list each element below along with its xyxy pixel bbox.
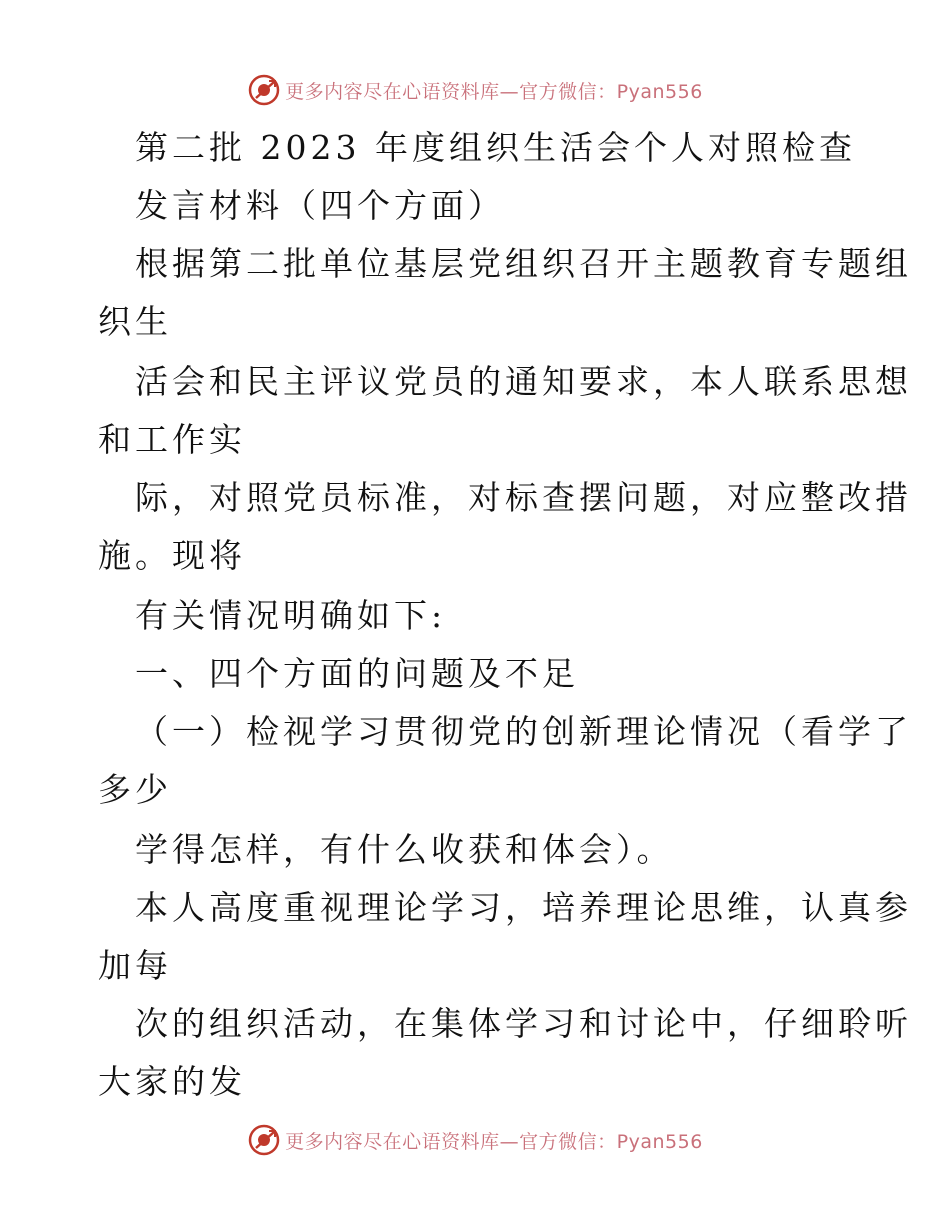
body-line: 活会和民主评议党员的通知要求，本人联系思想 — [135, 362, 912, 401]
body-line: 加每 — [98, 946, 172, 985]
subsection-heading: （一）检视学习贯彻党的创新理论情况（看学了 — [135, 712, 912, 751]
body-line: 际，对照党员标准，对标查摆问题，对应整改措 — [135, 478, 912, 517]
body-line: 和工作实 — [98, 420, 246, 459]
seal-logo-icon — [247, 73, 281, 107]
body-line: 学得怎样，有什么收获和体会）。 — [135, 830, 674, 869]
doc-title-line-1: 第二批 2023 年度组织生活会个人对照检查 — [135, 128, 856, 167]
body-line: 大家的发 — [98, 1062, 246, 1101]
header-watermark-banner — [0, 70, 950, 110]
body-line: 有关情况明确如下: — [135, 596, 447, 635]
seal-logo-icon — [247, 1123, 281, 1157]
body-line: 根据第二批单位基层党组织召开主题教育专题组 — [135, 244, 912, 283]
footer-watermark-banner — [0, 1120, 950, 1160]
section-heading: 一、四个方面的问题及不足 — [135, 654, 579, 693]
doc-title-line-2: 发言材料（四个方面） — [135, 186, 505, 225]
body-line: 次的组织活动，在集体学习和讨论中，仔细聆听 — [135, 1004, 912, 1043]
body-line: 多少 — [98, 770, 172, 809]
footer-watermark-text: 更多内容尽在心语资料库—官方微信：Pyan556 — [285, 1130, 703, 1153]
body-line: 织生 — [98, 302, 172, 341]
header-watermark-text: 更多内容尽在心语资料库—官方微信：Pyan556 — [285, 80, 703, 103]
body-line: 本人高度重视理论学习，培养理论思维，认真参 — [135, 888, 912, 927]
body-line: 施。现将 — [98, 536, 246, 575]
